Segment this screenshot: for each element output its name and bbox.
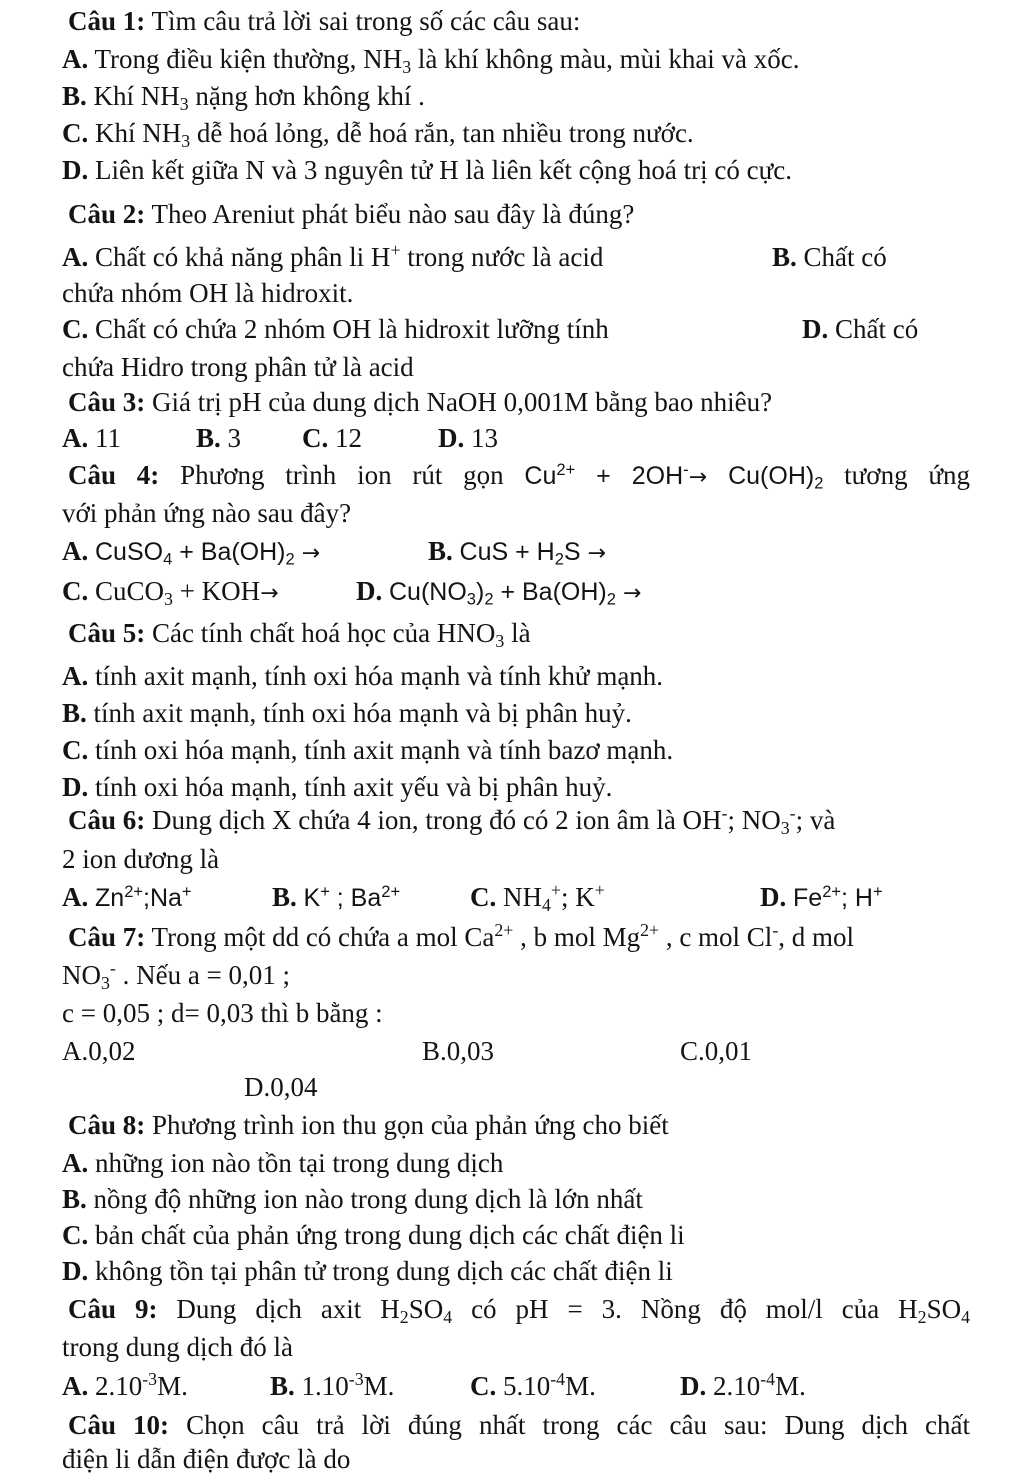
question-1-stem: Câu 1: Tìm câu trả lời sai trong số các câu sau: xyxy=(68,6,581,36)
question-2-option-d-cont: chứa Hidro trong phân tử là acid xyxy=(62,352,414,382)
question-7-option-d: D.0,04 xyxy=(244,1072,318,1102)
question-7-option-b: B.0,03 xyxy=(422,1036,495,1066)
question-4-option-d: D. $Cu(NO_3)_2 + Ba(OH)_2$ → xyxy=(356,576,642,609)
question-2-stem: Câu 2: Theo Areniut phát biểu nào sau đây là đúng? xyxy=(68,199,635,229)
question-4-option-b: B. CuS + $H_2S$ → xyxy=(428,536,606,569)
question-9-option-c: C. $5.10^{-4}M$. xyxy=(470,1369,596,1401)
question-8-stem: Câu 8: Phương trình ion thu gọn của phản ứng cho biết xyxy=(68,1110,669,1140)
question-1-option-c: C. Khí $NH_3$ dễ hoá lỏng, dễ hoá rắn, tan nhiều trong nước. xyxy=(62,118,694,151)
question-5-option-d: D. tính oxi hóa mạnh, tính axit yếu và bị phân huỷ. xyxy=(62,772,613,802)
question-9-option-d: D. $2.10^{-4}M$. xyxy=(680,1369,806,1401)
question-8-option-c: C. bản chất của phản ứng trong dung dịch các chất điện li xyxy=(62,1220,685,1250)
question-1-option-d: D. Liên kết giữa N và 3 nguyên tử H là liên kết cộng hoá trị có cực. xyxy=(62,155,792,185)
question-7-stem-cont-1: $NO_3^-$ . Nếu a = 0,01 ; xyxy=(62,958,291,993)
question-2-option-b-cont: chứa nhóm OH là hidroxit. xyxy=(62,278,354,308)
question-6-option-b: B. K+ ; $Ba^{2+}$ xyxy=(272,882,401,912)
question-3-option-c: C. 12 xyxy=(302,423,362,453)
question-9-option-a: A. $2.10^{-3}M$. xyxy=(62,1369,188,1401)
question-5-option-b: B. tính axit mạnh, tính oxi hóa mạnh và bị phân huỷ. xyxy=(62,698,632,728)
question-3-option-d: D. 13 xyxy=(438,423,498,453)
question-10-stem: Câu 10: Chọn câu trả lời đúng nhất trong các câu sau: Dung dịch chất xyxy=(68,1410,971,1440)
question-8-option-b: B. nồng độ những ion nào trong dung dịch là lớn nhất xyxy=(62,1184,643,1214)
question-9-option-b: B. $1.10^{-3}M$. xyxy=(270,1369,395,1401)
question-3-option-b: B. 3 xyxy=(196,423,242,453)
question-2-option-d: D. Chất có xyxy=(802,314,919,344)
question-1-option-a: A. Trong điều kiện thường, $NH_3$ là khí không màu, mùi khai và xốc. xyxy=(62,44,800,77)
question-2-option-c: C. Chất có chứa 2 nhóm OH là hidroxit lưỡng tính xyxy=(62,314,609,344)
question-5-option-a: A. tính axit mạnh, tính oxi hóa mạnh và tính khử mạnh. xyxy=(62,661,664,691)
question-8-option-a: A. những ion nào tồn tại trong dung dịch xyxy=(62,1148,504,1178)
question-8-option-d: D. không tồn tại phân tử trong dung dịch các chất điện li xyxy=(62,1256,673,1286)
question-6-stem-cont: 2 ion dương là xyxy=(62,844,220,874)
question-10-stem-cont: điện li dẫn điện được là do xyxy=(62,1444,351,1474)
question-6-option-d: D. $Fe^{2+}$; H+ xyxy=(760,882,883,912)
question-3-option-a: A. 11 xyxy=(62,423,121,453)
question-6-stem: Câu 6: Dung dịch X chứa 4 ion, trong đó có 2 ion âm là OH-; $NO_3^-$; và xyxy=(68,803,836,838)
question-2-option-a: A. Chất có khả năng phân li H+ trong nước là acid xyxy=(62,240,604,272)
question-7-option-c: C.0,01 xyxy=(680,1036,753,1066)
question-4-stem-cont: với phản ứng nào sau đây? xyxy=(62,498,352,528)
question-5-option-c: C. tính oxi hóa mạnh, tính axit mạnh và tính bazơ mạnh. xyxy=(62,735,674,765)
question-6-option-a: A. $Zn^{2+};Na^+$ xyxy=(62,882,192,912)
question-2-option-b: B. Chất có xyxy=(772,242,887,272)
question-1-option-b: B. Khí $NH_3$ nặng hơn không khí . xyxy=(62,81,425,114)
question-3-stem: Câu 3: Giá trị pH của dung dịch NaOH 0,001M bằng bao nhiêu? xyxy=(68,387,773,417)
question-7-stem: Câu 7: Trong một dd có chứa a mol $Ca^{2+}$ , b mol $Mg^{2+}$ , c mol Cl-, d mol xyxy=(68,920,855,952)
question-7-option-a: A.0,02 xyxy=(62,1036,136,1066)
question-4-option-a: A. CuSO$_4$ + $Ba(OH)_2$ → xyxy=(62,536,321,569)
question-9-stem-cont: trong dung dịch đó là xyxy=(62,1332,293,1362)
question-9-stem: Câu 9: Dung dịch axit $H_2SO_4$ có pH = 3. Nồng độ mol/l của $H_2SO_4$ xyxy=(68,1294,970,1327)
question-4-stem: Câu 4: Phương trình ion rút gọn $Cu^{2+} + 2OH^-\to Cu(OH)_2$ tương ứng xyxy=(68,460,971,493)
question-7-stem-cont-2: c = 0,05 ; d= 0,03 thì b bằng : xyxy=(62,998,383,1028)
question-6-option-c: C. $NH_4^+$; K+ xyxy=(470,880,605,915)
question-5-stem: Câu 5: Các tính chất hoá học của $HNO_3$ là xyxy=(68,618,531,651)
question-4-option-c: C. CuCO$_3$ + KOH→ xyxy=(62,576,279,609)
